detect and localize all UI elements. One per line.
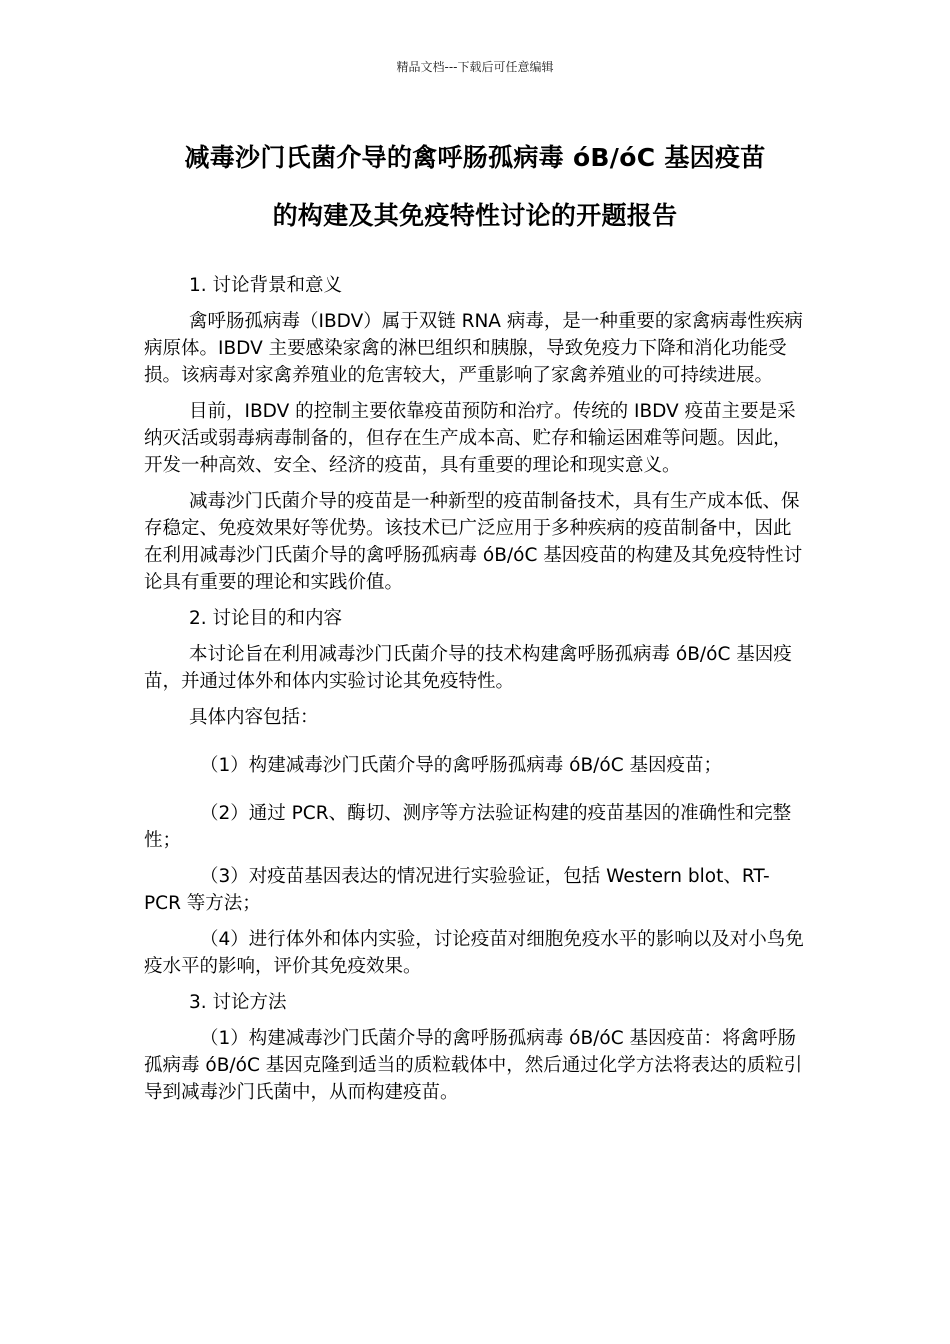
section-1-paragraph-3: 减毒沙门氏菌介导的疫苗是一种新型的疫苗制备技术，具有生产成本低、保存稳定、免疫效果好等优势。该技术已广泛应用于多种疾病的疫苗制备中，因此在利用减毒沙门氏菌介导的禽呼肠孤病毒 óB/óC 基因疫苗的构建及其免疫特性讨论具有重要的理论和实践价值。: [144, 491, 803, 593]
section-2-paragraph-1: 本讨论旨在利用减毒沙门氏菌介导的技术构建禽呼肠孤病毒 óB/óC 基因疫苗，并通过体外和体内实验讨论其免疫特性。: [144, 644, 792, 692]
section-3-heading: 3. 讨论方法: [189, 992, 287, 1013]
section-3-item-1: （1）构建减毒沙门氏菌介导的禽呼肠孤病毒 óB/óC 基因疫苗：将禽呼肠孤病毒 óB/óC 基因克隆到适当的质粒载体中，然后通过化学方法将表达的质粒引导到减毒沙门氏菌中，从而构建疫苗。: [144, 1028, 803, 1103]
section-2-paragraph-2: 具体内容包括：: [189, 707, 319, 728]
document-body: [144, 272, 806, 1115]
section-2-item-4: （4）进行体外和体内实验，讨论疫苗对细胞免疫水平的影响以及对小鸟免疫水平的影响，评价其免疫效果。: [144, 929, 804, 977]
section-2-item-3: （3）对疫苗基因表达的情况进行实验验证，包括 Western blot、RT-PCR 等方法；: [144, 866, 770, 914]
section-1-paragraph-2: 目前，IBDV 的控制主要依靠疫苗预防和治疗。传统的 IBDV 疫苗主要是采纳灭活或弱毒病毒制备的，但存在生产成本高、贮存和输运困难等问题。因此，开发一种高效、安全、经济的疫苗，具有重要的理论和现实意义。: [144, 401, 796, 476]
document-title-line1: 减毒沙门氏菌介导的禽呼肠孤病毒 óB/óC 基因疫苗: [184, 143, 766, 172]
section-2-heading: 2. 讨论目的和内容: [189, 608, 343, 629]
section-1-heading: 1. 讨论背景和意义: [189, 275, 343, 296]
section-1-paragraph-1: 禽呼肠孤病毒（IBDV）属于双链 RNA 病毒，是一种重要的家禽病毒性疾病病原体。IBDV 主要感染家禽的淋巴组织和胰腺，导致免疫力下降和消化功能受损。该病毒对家禽养殖业的危害较大，严重影响了家禽养殖业的可持续进展。: [144, 311, 803, 386]
section-2-item-2: （2）通过 PCR、酶切、测序等方法验证构建的疫苗基因的准确性和完整性；: [144, 803, 792, 851]
document-title-line2: 的构建及其免疫特性讨论的开题报告: [272, 201, 678, 230]
section-2-item-1: （1）构建减毒沙门氏菌介导的禽呼肠孤病毒 óB/óC 基因疫苗；: [200, 755, 723, 776]
header-note: 精品文档---下载后可任意编辑: [396, 60, 554, 74]
